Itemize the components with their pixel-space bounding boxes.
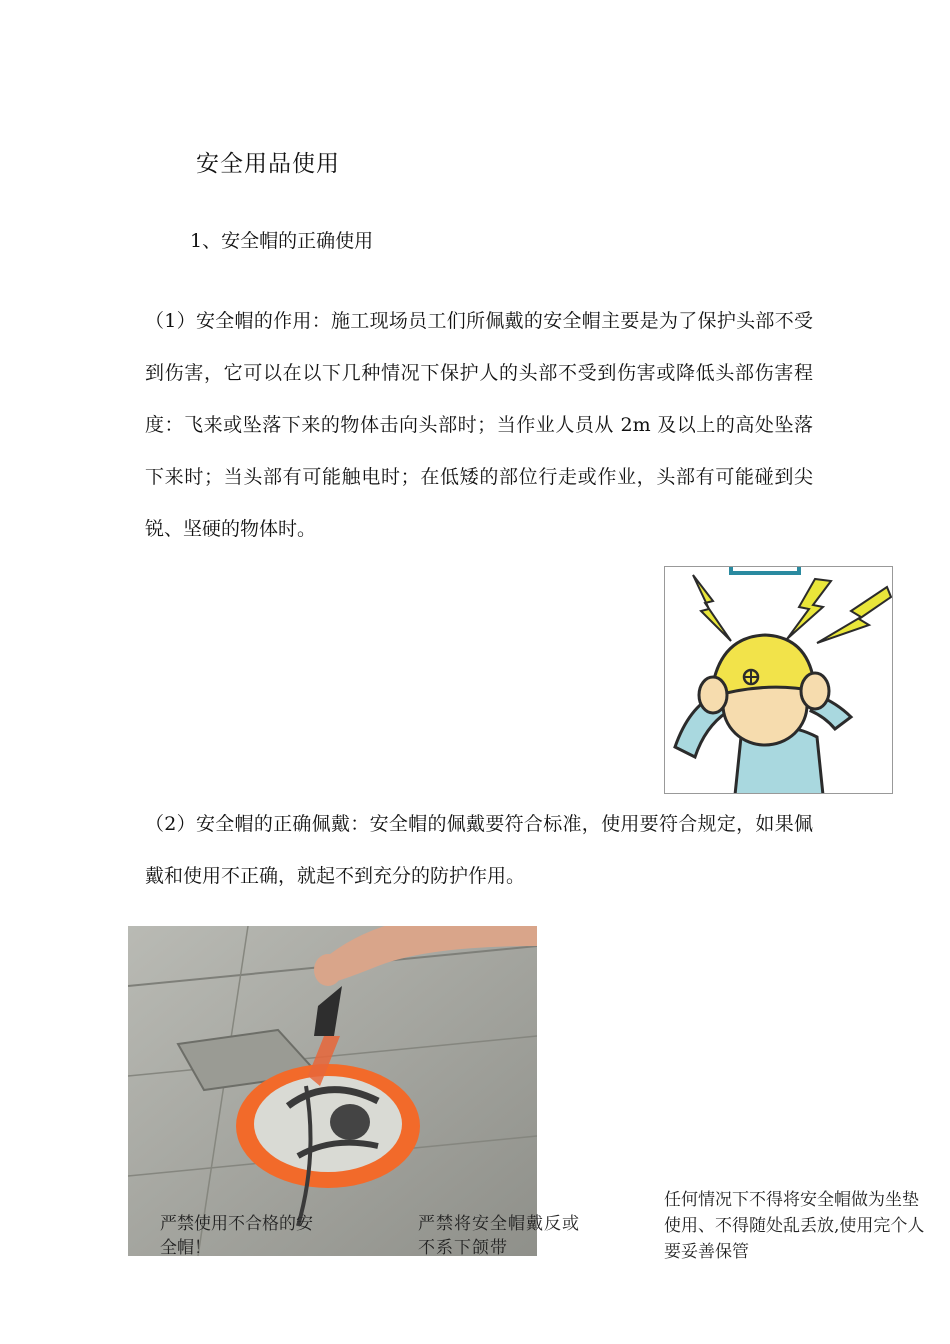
paragraph-helmet-purpose: （1）安全帽的作用：施工现场员工们所佩戴的安全帽主要是为了保护头部不受到伤害，它可以在以下几种情况下保护人的头部不受到伤害或降低头部伤害程度：飞来或坠落下来的物体击向头部时；当作业人员从 2m 及以上的高处坠落下来时；当头部有可能触电时；在低矮的部位行走或作业，头部有可能碰到尖锐、坚硬的物体时。 bbox=[145, 310, 813, 540]
caption-wear-correctly: 严禁将安全帽戴反或不系下颌带 bbox=[418, 1214, 580, 1258]
caption-helmet-storage: 任何情况下不得将安全帽做为坐垫使用、不得随处乱丢放,使用完个人要妥善保管 bbox=[664, 1190, 925, 1262]
section-heading: 1、安全帽的正确使用 bbox=[190, 230, 374, 252]
paragraph-correct-wearing: （2）安全帽的正确佩戴：安全帽的佩戴要符合标准，使用要符合规定，如果佩戴和使用不正确，就起不到充分的防护作用。 bbox=[145, 813, 813, 887]
page-title: 安全用品使用 bbox=[196, 151, 340, 177]
caption-unqualified-helmet: 严禁使用不合格的安全帽！ bbox=[160, 1214, 313, 1258]
hardhat-cartoon-image bbox=[664, 566, 893, 794]
hardhat-photo bbox=[128, 926, 537, 1256]
